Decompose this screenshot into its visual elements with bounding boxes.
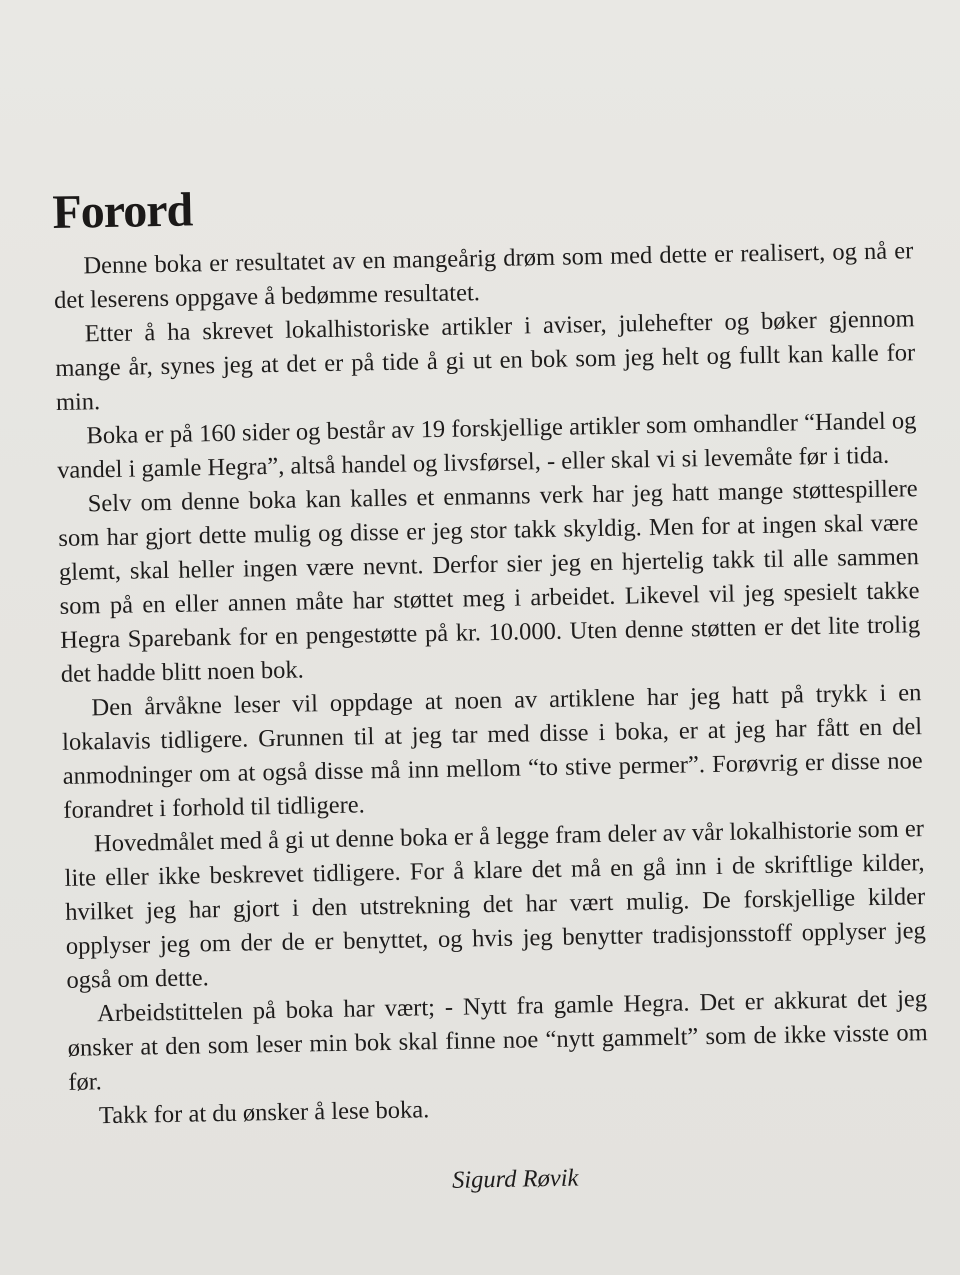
paragraph-8: Takk for at du ønsker å lese boka.	[98, 1096, 430, 1130]
paragraph-4: Selv om denne boka kan kalles et enmanns verk har jeg hatt mange støttespillere som har gjort dette mulig og disse er jeg stor takk skyldig. Men for at ingen skal være glemt, skal heller ingen være nevnt. Derfor sier jeg en hjertelig takk til alle sammen som på en eller annen måte har støttet meg i arbeidet. Likevel vil jeg spesielt takke Hegra Sparebank for en pengestøtte på kr. 10.000. Uten denne støtten er det lite trolig det hadde blitt noen bok.	[58, 475, 921, 689]
paragraph-5: Den årvåkne leser vil oppdage at noen av artiklene har jeg hatt på trykk i en lokalavis tidligere. Grunnen til at jeg tar med disse i boka, er at jeg har fått en del anmodninger om at også disse må inn mellom “to stive permer”. Forøvrig er disse noe forandret i forhold til tidligere.	[61, 679, 923, 825]
page-title: Forord	[51, 183, 193, 239]
author-signature: Sigurd Røvik	[451, 1164, 579, 1195]
paragraph-7: Arbeidstittelen på boka har vært; - Nytt fra gamle Hegra. Det er akkurat det jeg ønsker at den som leser min bok skal finne noe “nytt gammelt” som de ikke visste om før.	[67, 985, 928, 1097]
paragraph-6: Hovedmålet med å gi ut denne boka er å legge fram deler av vår lokalhistorie som er lite eller ikke beskrevet tidligere. For å klare det må en gå inn i de skriftlige kilder, hvilket jeg har gjort i den utstrekning det har vært mulig. De forskjellige kilder opplyser jeg om der de er benyttet, og hvis jeg benytter tradisjonsstoff opplyser jeg også om dette.	[64, 815, 927, 995]
preface-text-block	[52, 172, 930, 1202]
paragraph-2: Etter å ha skrevet lokalhistoriske artikler i aviser, julehefter og bøker gjennom mange år, synes jeg at det er på tide å gi ut en bok som jeg helt og fullt kan kalle for min.	[55, 305, 916, 417]
paragraph-1: Denne boka er resultatet av en mangeårig drøm som med dette er realisert, og nå er det leserens oppgave å bedømme resultatet.	[53, 237, 914, 315]
paragraph-3: Boka er på 160 sider og består av 19 forskjellige artikler som omhandler “Handel og vandel i gamle Hegra”, altså handel og livsførsel, - eller skal vi si levemåte før i tida.	[56, 407, 917, 485]
